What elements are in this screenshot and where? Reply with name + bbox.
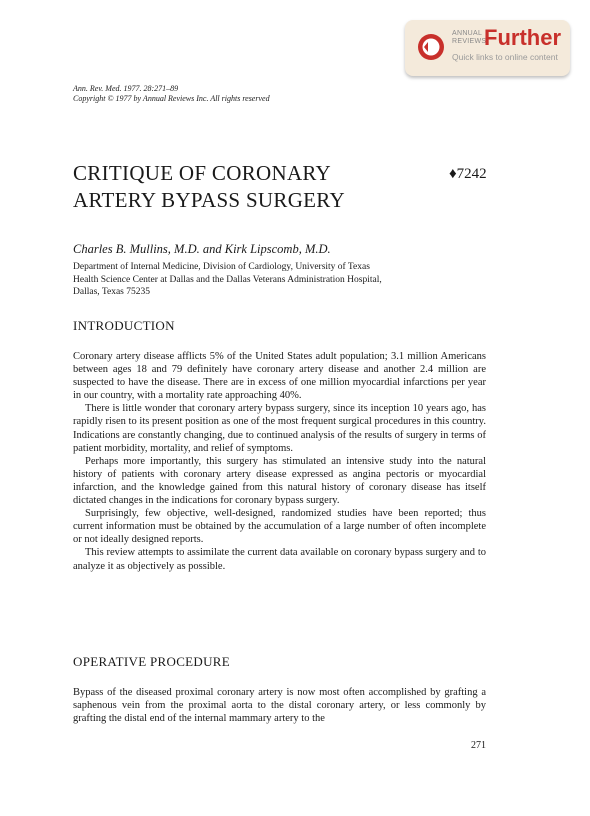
affiliation — [73, 261, 493, 299]
affiliation-line1: Department of Internal Medicine, Division of Cardiology, University of Texas — [73, 262, 370, 272]
introduction-heading: INTRODUCTION — [73, 318, 175, 333]
paragraph: Coronary artery disease afflicts 5% of the United States adult population; 3.1 million Americans between ages 18 and 79 definitely have coronary artery disease and another 2.4 million are suspected to have the disease. There are in excess of one million myocardial infarctions per year in our country, with a mortality rate approaching 40%. — [73, 351, 486, 402]
affiliation-line3: Dallas, Texas 75235 — [73, 287, 150, 298]
paragraph: There is little wonder that coronary artery bypass surgery, since its inception 10 years ago, has rapidly risen to its present position as one of the most frequent surgical procedures in this country. Indications are constantly changing, due to continued analysis of the results of surgery in terms of patient morbidity, mortality, and relief of symptoms. — [73, 403, 486, 454]
title-line2: ARTERY BYPASS SURGERY — [73, 188, 345, 212]
badge-subtitle: Quick links to online content — [452, 52, 558, 62]
badge-further-label: Further — [484, 25, 561, 50]
affiliation-line2: Health Science Center at Dallas and the Dallas Veterans Administration Hospital, — [73, 274, 382, 285]
paper-title — [73, 160, 403, 214]
citation-line1: Ann. Rev. Med. 1977. 28:271–89 — [73, 84, 179, 93]
paragraph: This review attempts to assimilate the current data available on coronary bypass surgery and to analyze it as objectively as possible. — [73, 547, 486, 572]
introduction-body — [73, 350, 486, 573]
journal-citation — [73, 84, 270, 104]
annual-reviews-wordmark — [452, 30, 486, 46]
badge-small-line1: ANNUAL — [452, 30, 483, 37]
authors: Charles B. Mullins, M.D. and Kirk Lipscomb, M.D. — [73, 242, 331, 256]
operative-procedure-heading: OPERATIVE PROCEDURE — [73, 654, 231, 669]
badge-small-line2: REVIEWS — [452, 38, 487, 45]
title-line1: CRITIQUE OF CORONARY — [73, 161, 332, 185]
paragraph: Perhaps more importantly, this surgery has stimulated an intensive study into the natural history of patients with coronary artery disease expressed as angina pectoris or myocardial infarction, and the knowledge gained from this natural history of coronary disease has itself dictated changes in the indications for coronary bypass surgery. — [73, 455, 486, 507]
article-code: ♦7242 — [449, 166, 487, 182]
paragraph: Bypass of the diseased proximal coronary artery is now most often accomplished by grafting a saphenous vein from the proximal aorta to the distal coronary artery, or less commonly by grafting the distal end of the internal mammary artery to the — [73, 687, 486, 725]
further-badge[interactable] — [405, 20, 570, 76]
paragraph: Surprisingly, few objective, well-designed, randomized studies have been reported; thus current information must be obtained by the accumulation of a large number of often incomplete or not ideally designed reports. — [73, 508, 486, 546]
operative-procedure-body — [73, 686, 486, 725]
play-circle-icon — [417, 33, 445, 61]
page-number: 271 — [471, 740, 486, 751]
citation-line2: Copyright © 1977 by Annual Reviews Inc. All rights reserved — [73, 94, 270, 103]
